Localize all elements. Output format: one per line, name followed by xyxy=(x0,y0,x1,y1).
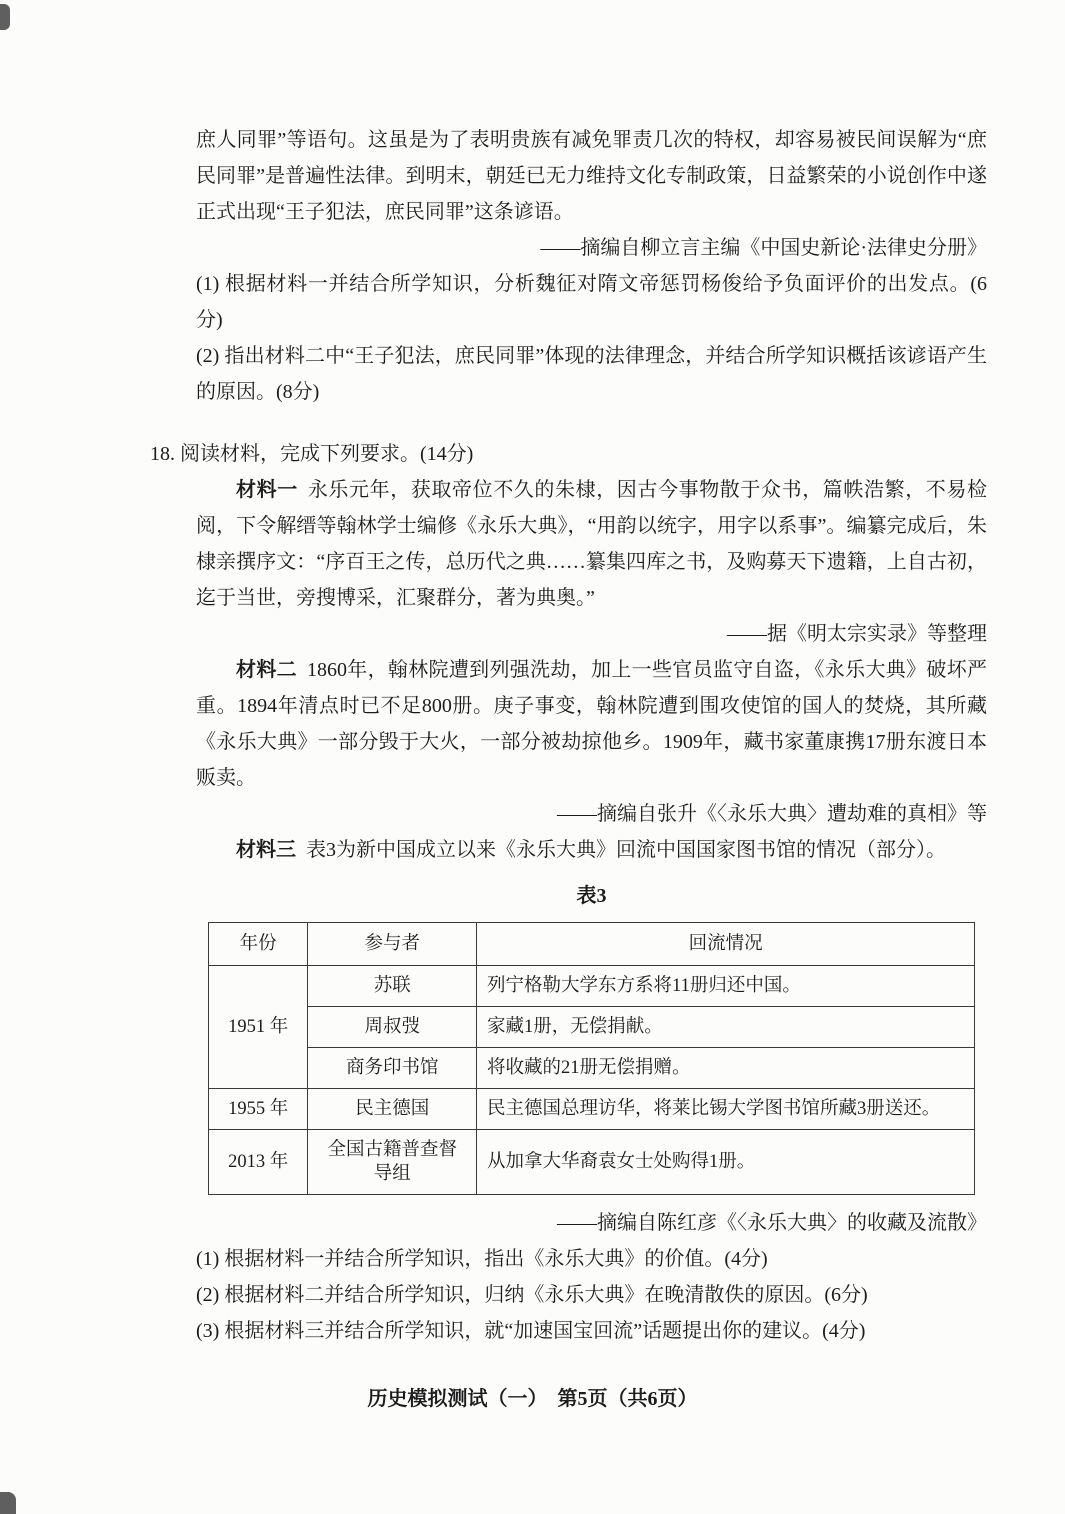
cell-participant: 商务印书馆 xyxy=(308,1048,477,1089)
cell-year: 1951 年 xyxy=(208,966,308,1089)
cell-detail: 将收藏的21册无偿捐赠。 xyxy=(477,1048,975,1089)
q18-material-2 xyxy=(196,652,987,796)
cell-year: 2013 年 xyxy=(208,1130,308,1195)
col-header-year: 年份 xyxy=(208,923,308,966)
q18-subquestion-3: (3) 根据材料三并结合所学知识，就“加速国宝回流”话题提出你的建议。(4分) xyxy=(196,1320,866,1342)
table-header-row xyxy=(208,923,974,966)
cell-detail: 家藏1册，无偿捐献。 xyxy=(477,1007,975,1048)
page-footer: 历史模拟测试（一） 第5页（共6页） xyxy=(367,1388,698,1410)
cell-participant: 全国古籍普查督导组 xyxy=(308,1130,477,1195)
return-flow-table xyxy=(208,922,975,1195)
page-content xyxy=(150,122,988,1349)
scan-artifact-bottom-left xyxy=(0,1492,16,1514)
table-row xyxy=(208,1007,974,1048)
material-1-label: 材料一 xyxy=(236,479,298,501)
table-row xyxy=(208,1048,974,1089)
cell-detail: 从加拿大华裔袁女士处购得1册。 xyxy=(477,1130,975,1195)
q17-paragraph-continuation: 庶人同罪”等语句。这虽是为了表明贵族有减免罪责几次的特权，却容易被民间误解为“庶民同罪”是普遍性法律。到明末，朝廷已无力维持文化专制政策，日益繁荣的小说创作中遂正式出现“王子犯法，庶民同罪”这条谚语。 xyxy=(196,129,987,223)
table-caption: 表3 xyxy=(576,885,607,907)
material-2-text: 1860年，翰林院遭到列强洗劫，加上一些官员监守自盗，《永乐大典》破坏严重。1894年清点时已不足800册。庚子事变，翰林院遭到围攻使馆的国人的焚烧，其所藏《永乐大典》一部分毁于大火，一部分被劫掠他乡。1909年，藏书家董康携17册东渡日本贩卖。 xyxy=(196,659,988,789)
q18-heading: 18. 阅读材料，完成下列要求。(14分) xyxy=(150,443,474,465)
material-2-label: 材料二 xyxy=(236,659,297,681)
q17-subquestion-1: (1) 根据材料一并结合所学知识，分析魏征对隋文帝惩罚杨俊给予负面评价的出发点。(6分) xyxy=(196,273,987,331)
cell-detail: 民主德国总理访华，将莱比锡大学图书馆所藏3册送还。 xyxy=(477,1089,975,1130)
material-1-text: 永乐元年，获取帝位不久的朱棣，因古今事物散于众书，篇帙浩繁，不易检阅，下令解缙等翰林学士编修《永乐大典》，“用韵以统字，用字以系事”。编纂完成后，朱棣亲撰序文：“序百王之传，总历代之典……纂集四库之书，及购募天下遗籍，上自古初，迄于当世，旁搜博采，汇聚群分，著为典奥。” xyxy=(196,479,988,609)
material-1-source: ——据《明太宗实录》等整理 xyxy=(727,623,987,645)
q18-subquestion-2: (2) 根据材料二并结合所学知识，归纳《永乐大典》在晚清散佚的原因。(6分) xyxy=(196,1284,868,1306)
col-header-detail: 回流情况 xyxy=(477,923,975,966)
material-3-text: 表3为新中国成立以来《永乐大典》回流中国国家图书馆的情况（部分）。 xyxy=(306,839,946,861)
col-header-participant: 参与者 xyxy=(308,923,477,966)
cell-year: 1955 年 xyxy=(208,1089,308,1130)
q18-subquestion-1: (1) 根据材料一并结合所学知识，指出《永乐大典》的价值。(4分) xyxy=(196,1248,768,1270)
q17-source-attribution: ——摘编自柳立言主编《中国史新论·法律史分册》 xyxy=(540,237,987,259)
cell-participant: 民主德国 xyxy=(308,1089,477,1130)
material-2-source: ——摘编自张升《〈永乐大典〉遭劫难的真相》等 xyxy=(557,803,987,825)
q18-material-1 xyxy=(196,472,987,616)
table-row xyxy=(208,1089,974,1130)
table-row xyxy=(208,1130,974,1195)
material-3-label: 材料三 xyxy=(236,839,296,861)
scan-artifact-top-left xyxy=(0,4,10,30)
cell-participant: 苏联 xyxy=(308,966,477,1007)
cell-participant: 周叔弢 xyxy=(308,1007,477,1048)
q17-subquestion-2: (2) 指出材料二中“王子犯法，庶民同罪”体现的法律理念，并结合所学知识概括该谚语产生的原因。(8分) xyxy=(196,345,987,403)
table-source-attribution: ——摘编自陈红彦《〈永乐大典〉的收藏及流散》 xyxy=(557,1212,987,1234)
table-row xyxy=(208,966,974,1007)
q18-material-3 xyxy=(196,832,987,868)
cell-detail: 列宁格勒大学东方系将11册归还中国。 xyxy=(477,966,975,1007)
